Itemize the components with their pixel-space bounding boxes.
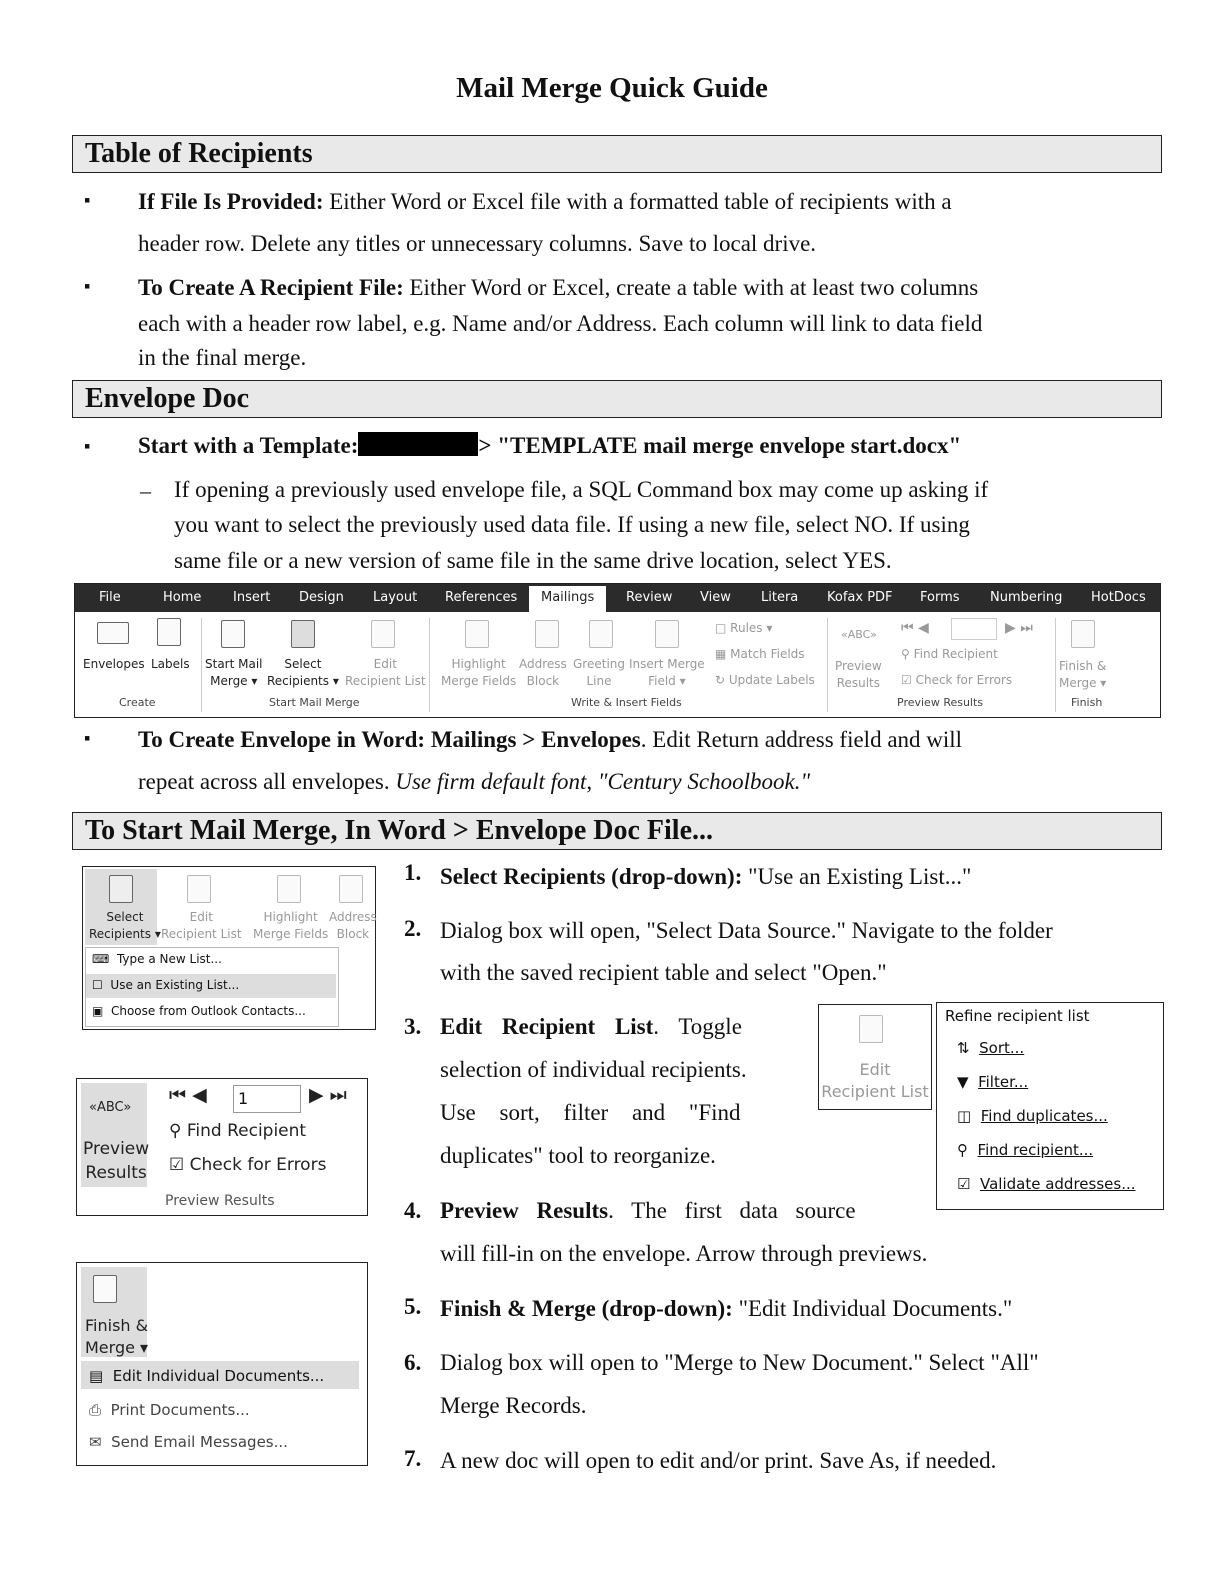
document-title: Mail Merge Quick Guide (456, 72, 768, 104)
step-number: 2. (404, 916, 422, 941)
step-3-line3: Use sort, filter and "Find (440, 1100, 741, 1125)
validate-icon: ☑ (957, 1175, 971, 1193)
step-3-line2: selection of individual recipients. (440, 1057, 747, 1082)
tab-insert[interactable]: Insert (233, 590, 271, 605)
step-number: 4. (404, 1198, 422, 1223)
preview-abc-icon: «ABC» (89, 1100, 132, 1115)
group-divider (201, 618, 202, 712)
group-label-preview-results: Preview Results (897, 696, 984, 709)
menu-item-print-documents[interactable]: ⎙ Print Documents... (89, 1401, 250, 1419)
filter-icon: ▼ (957, 1073, 969, 1091)
preview-results-screenshot (76, 1078, 368, 1216)
start-mail-merge-icon (221, 620, 245, 648)
select-recipients-dropdown (85, 947, 339, 1027)
check-icon: ☑ (169, 1155, 185, 1175)
step-5: Finish & Merge (drop-down): "Edit Individual Documents." (440, 1296, 1013, 1321)
section-heading-envelope: Envelope Doc (72, 380, 1162, 418)
start-mail-merge-button[interactable]: Start Mail Merge ▾ (205, 657, 263, 688)
bullet-text: Either Word or Excel file with a formatted table of recipients with a (323, 189, 952, 214)
bullet-create-envelope-line2: repeat across all envelopes. Use firm default font, "Century Schoolbook." (138, 769, 811, 794)
finish-merge-screenshot (76, 1262, 368, 1466)
tab-litera[interactable]: Litera (761, 590, 799, 605)
find-recipient-button[interactable]: ⚲ Find Recipient (901, 647, 998, 661)
menu-item-use-existing-list[interactable]: ☐ Use an Existing List... (92, 978, 240, 992)
step-2-line1: Dialog box will open, "Select Data Source." Navigate to the folder (440, 918, 1053, 943)
bullet-create-file (138, 270, 1156, 306)
tab-references[interactable]: References (445, 590, 518, 605)
update-labels-icon: ↻ (715, 673, 726, 687)
group-label-start-mail-merge: Start Mail Merge (269, 696, 360, 709)
address-block-button[interactable]: Address Block (329, 910, 377, 941)
select-recipients-button[interactable]: Select Recipients ▾ (89, 910, 161, 941)
keyboard-icon: ⌨ (92, 952, 110, 966)
last-record-icon[interactable]: ▶ ⏭ (309, 1084, 347, 1106)
bullet-marker: ▪ (84, 276, 91, 296)
search-icon: ⚲ (169, 1121, 182, 1141)
group-divider (429, 618, 430, 712)
edit-recipient-list-icon (371, 620, 395, 648)
insert-merge-field-icon (655, 620, 679, 648)
step-3-line1: Edit Recipient List. Toggle (440, 1014, 742, 1039)
step-4-line1: Preview Results. The first data source (440, 1198, 856, 1223)
step-4-line2: will fill-in on the envelope. Arrow through previews. (440, 1241, 928, 1266)
bullet-label: To Create Envelope in Word: Mailings > Envelopes (138, 727, 641, 752)
contacts-icon: ▣ (92, 1004, 104, 1018)
group-divider (827, 618, 828, 712)
bullet-marker: ▪ (84, 436, 91, 456)
sub-bullet-line3: same file or a new version of same file in the same drive location, select YES. (174, 548, 892, 573)
check-for-errors-button[interactable]: ☑ Check for Errors (901, 673, 1013, 687)
edit-recipient-list-screenshot (818, 1004, 932, 1110)
tab-numbering[interactable]: Numbering (990, 590, 1063, 605)
envelope-icon (97, 622, 129, 644)
step-7: A new doc will open to edit and/or print. Save As, if needed. (440, 1448, 997, 1473)
step-number: 3. (404, 1014, 422, 1039)
sub-bullet-line1: If opening a previously used envelope file, a SQL Command box may come up asking if (174, 477, 989, 502)
greeting-line-icon (589, 620, 613, 648)
group-label-write-insert: Write & Insert Fields (571, 696, 682, 709)
sort-icon: ⇅ (957, 1039, 970, 1057)
edit-recipient-list-icon (859, 1015, 883, 1043)
menu-item-edit-individual-documents[interactable]: ▤ Edit Individual Documents... (89, 1367, 325, 1385)
sub-bullet-line2: you want to select the previously used data file. If using a new file, select NO. If using (174, 512, 970, 537)
envelopes-button[interactable]: Envelopes (83, 657, 145, 671)
duplicates-icon: ◫ (957, 1107, 972, 1125)
record-number-input[interactable]: 1 (233, 1085, 301, 1113)
last-record-icon[interactable]: ▶ ⏭ (1005, 620, 1033, 636)
tab-file[interactable]: File (99, 590, 121, 605)
list-icon: ☐ (92, 978, 103, 992)
bullet-create-file-line3: in the final merge. (138, 345, 307, 370)
select-recipients-screenshot (82, 866, 376, 1030)
check-for-errors-button[interactable]: ☑ Check for Errors (169, 1155, 327, 1175)
refine-panel-title: Refine recipient list (945, 1007, 1090, 1025)
search-icon: ⚲ (901, 647, 910, 661)
refine-filter-link[interactable]: ▼ Filter... (957, 1073, 1029, 1091)
refine-validate-addresses-link[interactable]: ☑ Validate addresses... (957, 1175, 1136, 1193)
update-labels-button[interactable]: ↻ Update Labels (715, 673, 815, 687)
tab-design[interactable]: Design (299, 590, 344, 605)
menu-item-send-email[interactable]: ✉ Send Email Messages... (89, 1433, 288, 1451)
highlight-merge-fields-button[interactable]: Highlight Merge Fields (253, 910, 329, 941)
refine-recipient-list-panel (936, 1002, 1164, 1210)
font-note: Use firm default font, "Century Schoolbook." (395, 769, 811, 794)
first-record-icon[interactable]: ⏮ ◀ (901, 620, 929, 636)
preview-results-button[interactable]: Preview Results (83, 1139, 150, 1183)
insert-merge-field-button[interactable]: Insert Merge Field ▾ (629, 657, 705, 688)
step-number: 5. (404, 1294, 422, 1319)
rules-icon: □ (715, 621, 727, 635)
labels-button[interactable]: Labels (151, 657, 190, 671)
edit-recipient-list-button[interactable]: Edit Recipient List (345, 657, 426, 688)
mailings-ribbon-screenshot (74, 583, 1161, 718)
preview-abc-icon: «ABC» (841, 628, 877, 641)
ribbon-tab-bar (75, 584, 1160, 612)
step-1: Select Recipients (drop-down): "Use an Existing List..." (440, 864, 972, 889)
bullet-create-envelope (138, 722, 1156, 758)
refine-sort-link[interactable]: ⇅ Sort... (957, 1039, 1025, 1057)
printer-icon: ⎙ (89, 1401, 102, 1419)
refine-find-duplicates-link[interactable]: ◫ Find duplicates... (957, 1107, 1108, 1125)
select-recipients-icon (291, 620, 315, 648)
section-heading-start-merge: To Start Mail Merge, In Word > Envelope Doc File... (72, 812, 1162, 850)
tab-home[interactable]: Home (163, 590, 202, 605)
search-icon: ⚲ (957, 1141, 968, 1159)
dash-marker: – (140, 478, 151, 503)
bullet-file-provided (138, 184, 1156, 220)
tab-hotdocs[interactable]: HotDocs (1091, 590, 1146, 605)
tab-kofax-pdf[interactable]: Kofax PDF (827, 590, 893, 605)
group-label-finish: Finish (1071, 696, 1103, 709)
group-divider (1055, 618, 1056, 712)
edit-recipient-list-button[interactable]: Edit Recipient List (161, 910, 242, 941)
tab-forms[interactable]: Forms (920, 590, 960, 605)
step-6-line1: Dialog box will open to "Merge to New Document." Select "All" (440, 1350, 1039, 1375)
document-icon: ▤ (89, 1367, 104, 1385)
bullet-marker: ▪ (84, 190, 91, 210)
match-fields-button[interactable]: ▦ Match Fields (715, 647, 805, 661)
finish-merge-icon (93, 1275, 117, 1303)
select-recipients-button[interactable]: Select Recipients ▾ (267, 657, 339, 688)
tab-view[interactable]: View (700, 590, 731, 605)
bullet-label: If File Is Provided: (138, 189, 324, 214)
finish-merge-icon (1071, 620, 1095, 648)
highlight-merge-fields-icon (465, 620, 489, 648)
match-fields-icon: ▦ (715, 647, 727, 661)
tab-layout[interactable]: Layout (373, 590, 418, 605)
menu-item-type-new-list[interactable]: ⌨ Type a New List... (92, 952, 222, 966)
edit-recipient-list-icon (187, 875, 211, 903)
labels-icon (157, 618, 181, 646)
step-number: 7. (404, 1446, 422, 1471)
template-path: > "TEMPLATE mail merge envelope start.docx" (478, 433, 962, 458)
bullet-text: Either Word or Excel, create a table with at least two columns (403, 275, 979, 300)
group-label-preview-results: Preview Results (165, 1193, 275, 1209)
group-label-create: Create (119, 696, 156, 709)
check-icon: ☑ (901, 673, 912, 687)
refine-find-recipient-link[interactable]: ⚲ Find recipient... (957, 1141, 1094, 1159)
record-number-input[interactable] (951, 618, 997, 640)
address-block-icon (339, 875, 363, 903)
preview-results-button[interactable]: Preview Results (835, 659, 882, 690)
bullet-template (138, 428, 1156, 464)
step-6-line2: Merge Records. (440, 1393, 587, 1418)
redaction-box (358, 432, 478, 456)
edit-recipient-list-button[interactable]: Edit Recipient List (821, 1060, 929, 1101)
email-icon: ✉ (89, 1433, 102, 1451)
rules-button[interactable]: □ Rules ▾ (715, 621, 773, 635)
address-block-button[interactable]: Address Block (519, 657, 567, 688)
step-number: 1. (404, 860, 422, 885)
bullet-label: Start with a Template: (138, 433, 359, 458)
select-recipients-icon (109, 875, 133, 903)
greeting-line-button[interactable]: Greeting Line (573, 657, 625, 688)
step-2-line2: with the saved recipient table and select "Open." (440, 960, 887, 985)
finish-merge-button[interactable]: Finish & Merge ▾ (1059, 659, 1107, 690)
finish-merge-button[interactable]: Finish & Merge ▾ (85, 1316, 149, 1357)
highlight-merge-fields-button[interactable]: Highlight Merge Fields (441, 657, 517, 688)
menu-item-outlook-contacts[interactable]: ▣ Choose from Outlook Contacts... (92, 1004, 306, 1018)
bullet-create-file-line2: each with a header row label, e.g. Name and/or Address. Each column will link to data field (138, 311, 983, 336)
first-record-icon[interactable]: ⏮ ◀ (169, 1084, 207, 1106)
bullet-text: . Edit Return address field and will (640, 727, 963, 752)
find-recipient-button[interactable]: ⚲ Find Recipient (169, 1121, 307, 1141)
bullet-file-provided-line2: header row. Delete any titles or unnecessary columns. Save to local drive. (138, 231, 817, 256)
bullet-label: To Create A Recipient File: (138, 275, 404, 300)
tab-mailings[interactable]: Mailings (529, 586, 606, 612)
tab-review[interactable]: Review (626, 590, 673, 605)
bullet-marker: ▪ (84, 728, 91, 748)
step-number: 6. (404, 1350, 422, 1375)
step-3-line4: duplicates" tool to reorganize. (440, 1143, 716, 1168)
address-block-icon (535, 620, 559, 648)
highlight-merge-fields-icon (277, 875, 301, 903)
section-heading-recipients: Table of Recipients (72, 135, 1162, 173)
